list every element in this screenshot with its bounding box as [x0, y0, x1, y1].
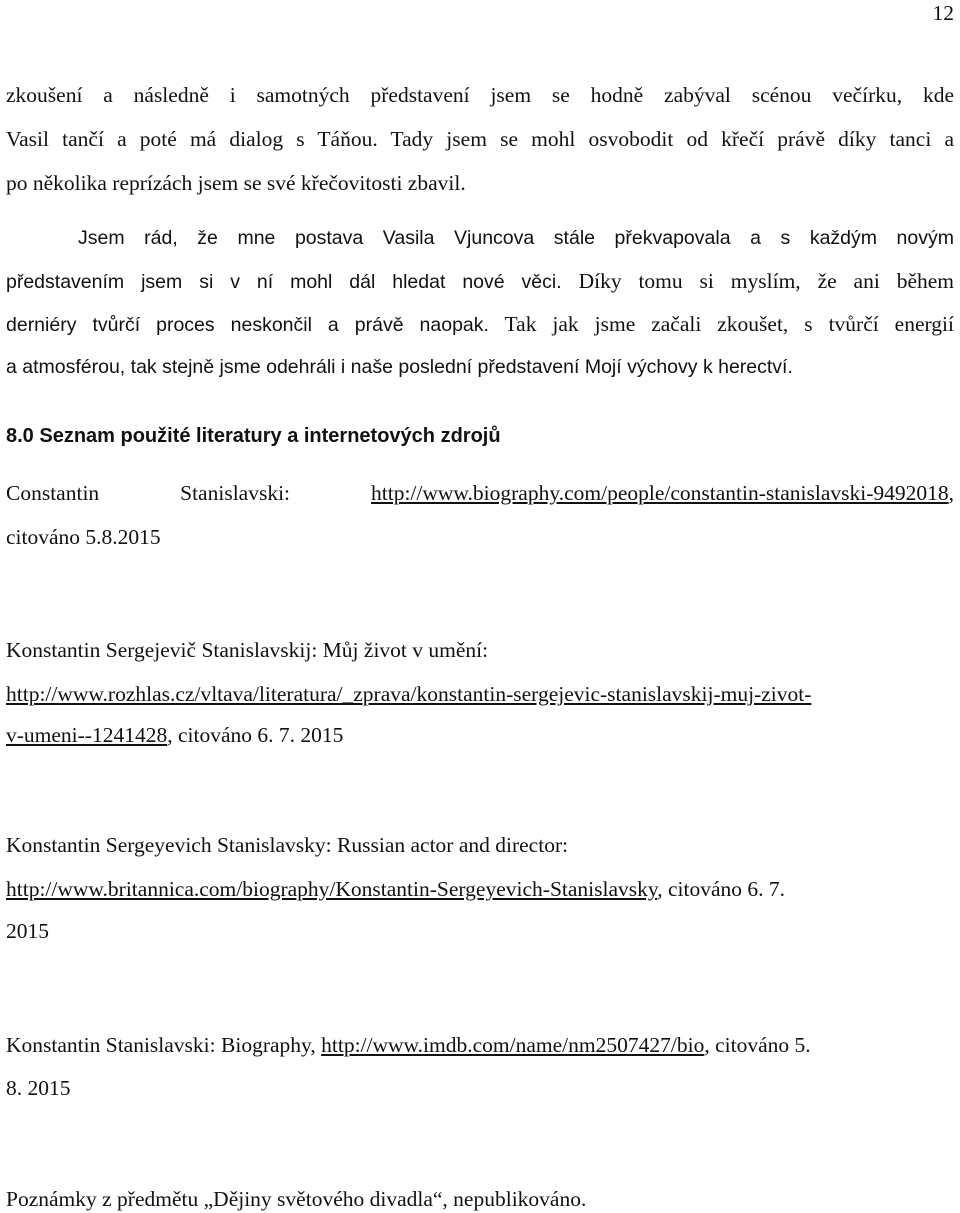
reference-cited: , citováno 6. 7.	[657, 877, 786, 901]
reference-line	[6, 1032, 954, 1058]
paragraph-line	[6, 311, 954, 338]
reference-link[interactable]: http://www.imdb.com/name/nm2507427/bio	[321, 1033, 705, 1057]
reference-link[interactable]: http://www.britannica.com/biography/Konstantin-Sergeyevich-Stanislavsky	[6, 877, 658, 901]
reference-label: Konstantin Stanislavski: Biography,	[6, 1033, 316, 1057]
section-heading: 8.0 Seznam použité literatury a internetových zdrojů	[6, 425, 501, 447]
reference-line	[6, 722, 954, 748]
paragraph-line: Jsem rád, že mne postava Vasila Vjuncova stále překvapovala a s každým novým	[78, 227, 954, 249]
paragraph-segment: představením jsem si v ní mohl dál hledat nové věci.	[6, 271, 562, 293]
reference-link[interactable]: http://www.biography.com/people/constantin-stanislavski-9492018	[371, 481, 949, 505]
paragraph-line	[6, 268, 954, 295]
reference-punct: ,	[948, 481, 954, 505]
reference-line	[6, 480, 954, 506]
reference-cited: , citováno 5.	[704, 1033, 811, 1057]
reference-line	[6, 681, 954, 707]
paragraph-line: a atmosférou, tak stejně jsme odehráli i naše poslední představení Mojí výchovy k herectví.	[6, 356, 793, 378]
reference-cited: , citováno 6. 7. 2015	[167, 723, 344, 747]
reference-note: Poznámky z předmětu „Dějiny světového divadla“, nepublikováno.	[6, 1187, 587, 1211]
reference-line	[6, 876, 954, 902]
reference-link-continued[interactable]: v-umeni--1241428	[6, 723, 168, 747]
reference-label: Konstantin Sergeyevich Stanislavsky: Russian actor and director:	[6, 833, 569, 857]
reference-link[interactable]: http://www.rozhlas.cz/vltava/literatura/_zprava/konstantin-sergejevic-stanislavskij-muj-zivot-	[6, 682, 812, 706]
paragraph-segment: Díky tomu si myslím, že ani během	[578, 269, 955, 293]
reference-label: Konstantin Sergejevič Stanislavskij: Můj život v umění:	[6, 638, 489, 662]
paragraph-line: po několika reprízách jsem se své křečovitosti zbavil.	[6, 171, 466, 195]
paragraph-line: zkoušení a následně i samotných představení jsem se hodně zabýval scénou večírku, kde	[6, 83, 954, 107]
paragraph-line: Vasil tančí a poté má dialog s Táňou. Tady jsem se mohl osvobodit od křečí právě díky tanci a	[6, 127, 954, 151]
reference-cited: 8. 2015	[6, 1076, 71, 1100]
reference-label: Constantin Stanislavski:	[6, 481, 291, 505]
reference-cited: citováno 5.8.2015	[6, 525, 161, 549]
paragraph-segment: Tak jak jsme začali zkoušet, s tvůrčí energií	[504, 312, 954, 336]
reference-cited: 2015	[6, 919, 49, 943]
page-number: 12	[932, 1, 954, 25]
paragraph-segment: derniéry tvůrčí proces neskončil a právě naopak.	[6, 314, 489, 336]
